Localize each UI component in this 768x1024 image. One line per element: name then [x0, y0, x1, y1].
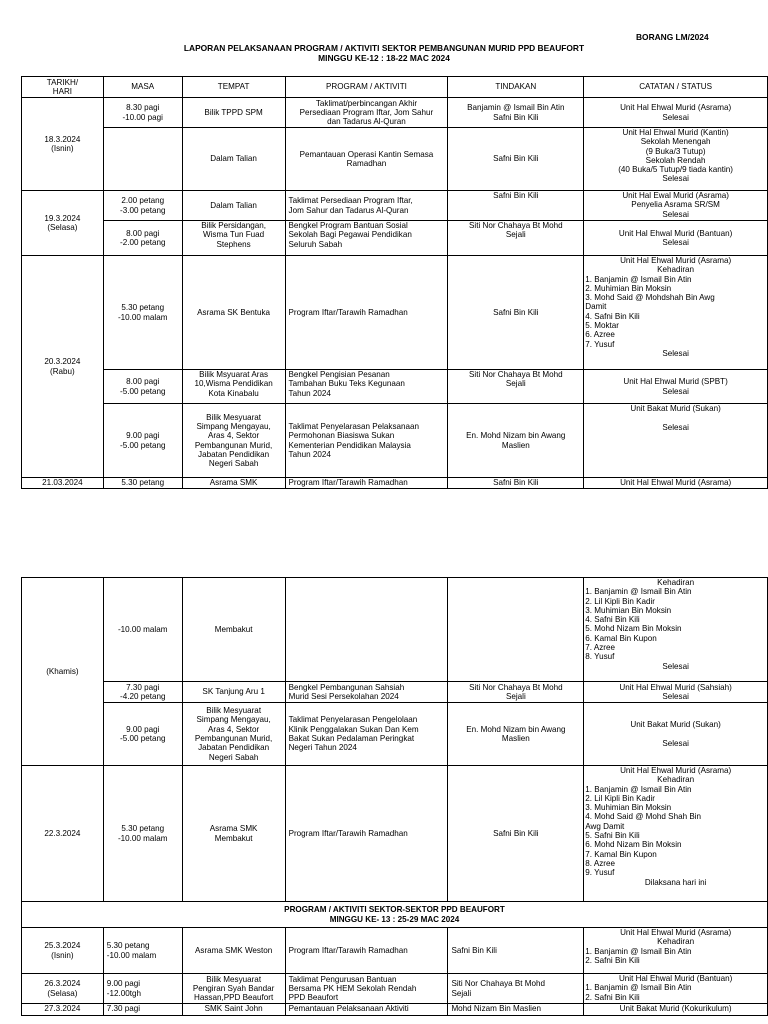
- place-cell: Bilik Mesyuarat Pengiran Syah Bandar Hassan,PPD Beaufort: [182, 974, 285, 1004]
- notes-cell: Unit Hal Ehwal Murid (Sahsiah) Selesai: [584, 682, 768, 703]
- table-row: [22, 974, 768, 1004]
- section-header-row: [22, 902, 768, 928]
- notes-cell: Unit Bakat Murid (Sukan) Selesai: [584, 404, 768, 478]
- notes-cell: Unit Hal Ehwal Murid (Bantuan) Selesai: [584, 221, 768, 256]
- table-row: [22, 682, 768, 703]
- table-row: [22, 370, 768, 404]
- notes-cell: Unit Hal Ehwal Murid (Asrama) Selesai: [584, 98, 768, 128]
- table-row: [22, 478, 768, 489]
- action-cell: Safni Bin Kili: [448, 191, 584, 221]
- table-row: [22, 404, 768, 478]
- report-title: LAPORAN PELAKSANAAN PROGRAM / AKTIVITI SEKTOR PEMBANGUNAN MURID PPD BEAUFORT: [183, 43, 585, 53]
- notes-cell: Unit Bakat Murid (Kokurikulum): [584, 1004, 768, 1016]
- action-cell: Banjamin @ Ismail Bin Atin Safni Bin Kili: [448, 98, 584, 128]
- time-cell: -10.00 malam: [103, 578, 182, 682]
- action-cell: En. Mohd Nizam bin Awang Maslien: [448, 404, 584, 478]
- program-cell: Pemantauan Pelaksanaan Aktiviti: [285, 1004, 448, 1016]
- notes-cell: Unit Hal Ehwal Murid (Asrama) Kehadiran 1. Banjamin @ Ismail Bin Atin 2. Muhimian Bin Moksin 3. Mohd Said @ Mohdshah Bin Awg Damit 4. Safni Bin Kili 5. Moktar 6. Azree 7. Yusuf Selesai: [584, 256, 768, 370]
- notes-cell: Unit Hal Ewal Murid (Asrama) Penyelia Asrama SR/SM Selesai: [584, 191, 768, 221]
- date-cell: 22.3.2024: [22, 766, 104, 902]
- col-header-place: TEMPAT: [182, 77, 285, 98]
- place-cell: Asrama SK Bentuka: [182, 256, 285, 370]
- program-cell: Taklimat Penyelarasan Pelaksanaan Permohonan Biasiswa Sukan Kementerian Pendidikan Malaysia Tahun 2024: [285, 404, 448, 478]
- notes-cell: Unit Hal Ehwal Murid (Asrama) Kehadiran 1. Banjamin @ Ismail Bin Atin 2. Safni Bin Kili: [584, 928, 768, 974]
- program-cell: Program Iftar/Tarawih Ramadhan: [285, 256, 448, 370]
- time-cell: 7.30 pagi: [103, 1004, 182, 1016]
- notes-cell: Unit Bakat Murid (Sukan) Selesai: [584, 703, 768, 766]
- action-cell: Siti Nor Chahaya Bt Mohd Sejali: [448, 682, 584, 703]
- program-cell: Pemantauan Operasi Kantin Semasa Ramadhan: [285, 128, 448, 191]
- program-cell: Taklimat/perbincangan Akhir Persediaan Program Iftar, Jom Sahur dan Tadarus Al-Quran: [285, 98, 448, 128]
- program-cell: Taklimat Pengurusan Bantuan Bersama PK HEM Sekolah Rendah PPD Beaufort: [285, 974, 448, 1004]
- time-cell: 7.30 pagi -4.20 petang: [103, 682, 182, 703]
- report-week: MINGGU KE-12 : 18-22 MAC 2024: [318, 53, 450, 63]
- report-table-page-2: [21, 577, 768, 1016]
- time-cell: 9.00 pagi -5.00 petang: [103, 703, 182, 766]
- time-cell: 2.00 petang -3.00 petang: [103, 191, 182, 221]
- time-cell: 5.30 petang: [103, 478, 182, 489]
- place-cell: Bilik Msyuarat Aras 10,Wisma Pendidikan Kota Kinabalu: [182, 370, 285, 404]
- program-cell: Program Iftar/Tarawih Ramadhan: [285, 928, 448, 974]
- place-cell: Asrama SMK Weston: [182, 928, 285, 974]
- action-cell: Safni Bin Kili: [448, 766, 584, 902]
- place-cell: SMK Saint John: [182, 1004, 285, 1016]
- time-cell: 9.00 pagi -12.00tgh: [103, 974, 182, 1004]
- program-cell: Program Iftar/Tarawih Ramadhan: [285, 766, 448, 902]
- place-cell: SK Tanjung Aru 1: [182, 682, 285, 703]
- time-cell: 5.30 petang -10.00 malam: [103, 766, 182, 902]
- date-cell: 19.3.2024 (Selasa): [22, 191, 104, 256]
- action-cell: Safni Bin Kili: [448, 128, 584, 191]
- place-cell: Bilik Mesyuarat Simpang Mengayau, Aras 4, Sektor Pembangunan Murid, Jabatan Pendidikan Negeri Sabah: [182, 703, 285, 766]
- action-cell: Siti Nor Chahaya Bt Mohd Sejali: [448, 221, 584, 256]
- table-row: [22, 221, 768, 256]
- time-cell: 8.00 pagi -5.00 petang: [103, 370, 182, 404]
- program-cell: Taklimat Persediaan Program Iftar, Jom Sahur dan Tadarus Al-Quran: [285, 191, 448, 221]
- table-row: [22, 191, 768, 221]
- date-cell: 25.3.2024 (Isnin): [22, 928, 104, 974]
- program-cell: Program Iftar/Tarawih Ramadhan: [285, 478, 448, 489]
- time-cell: 5.30 petang -10.00 malam: [103, 928, 182, 974]
- time-cell: 8.30 pagi -10.00 pagi: [103, 98, 182, 128]
- date-cell: 27.3.2024: [22, 1004, 104, 1016]
- action-cell: Mohd Nizam Bin Maslien: [448, 1004, 584, 1016]
- table-row: [22, 766, 768, 902]
- table-header-row: [22, 77, 768, 98]
- action-cell: Siti Nor Chahaya Bt Mohd Sejali: [448, 370, 584, 404]
- place-cell: Dalam Talian: [182, 191, 285, 221]
- table-row: [22, 256, 768, 370]
- notes-cell: Unit Hal Ehwal Murid (Bantuan) 1. Banjamin @ Ismail Bin Atin 2. Safni Bin Kili: [584, 974, 768, 1004]
- action-cell: Siti Nor Chahaya Bt Mohd Sejali: [448, 974, 584, 1004]
- date-cell: 20.3.2024 (Rabu): [22, 256, 104, 478]
- col-header-time: MASA: [103, 77, 182, 98]
- place-cell: Membakut: [182, 578, 285, 682]
- action-cell: Safni Bin Kili: [448, 256, 584, 370]
- col-header-action: TINDAKAN: [448, 77, 584, 98]
- col-header-date: TARIKH/ HARI: [22, 77, 104, 98]
- action-cell: [448, 578, 584, 682]
- program-cell: Bengkel Pengisian Pesanan Tambahan Buku Teks Kegunaan Tahun 2024: [285, 370, 448, 404]
- notes-cell: Unit Hal Ehwal Murid (SPBT) Selesai: [584, 370, 768, 404]
- date-cell: (Khamis): [22, 578, 104, 766]
- action-cell: Safni Bin Kili: [448, 478, 584, 489]
- col-header-program: PROGRAM / AKTIVITI: [285, 77, 448, 98]
- place-cell: Bilik Mesyuarat Simpang Mengayau, Aras 4, Sektor Pembangunan Murid, Jabatan Pendidikan Negeri Sabah: [182, 404, 285, 478]
- notes-cell: Unit Hal Ehwal Murid (Kantin) Sekolah Menengah (9 Buka/3 Tutup) Sekolah Rendah (40 Buka/5 Tutup/9 tiada kantin) Selesai: [584, 128, 768, 191]
- table-row: [22, 128, 768, 191]
- program-cell: Bengkel Pembangunan Sahsiah Murid Sesi Persekolahan 2024: [285, 682, 448, 703]
- table-row: [22, 703, 768, 766]
- notes-cell: Unit Hal Ehwal Murid (Asrama): [584, 478, 768, 489]
- notes-cell: Kehadiran 1. Banjamin @ Ismail Bin Atin 2. Lil Kipli Bin Kadir 3. Muhimian Bin Moksin 4. Safni Bin Kili 5. Mohd Nizam Bin Moksin 6. Kamal Bin Kupon 7. Azree 8. Yusuf Selesai: [584, 578, 768, 682]
- col-header-notes: CATATAN / STATUS: [584, 77, 768, 98]
- table-row: [22, 928, 768, 974]
- date-cell: 18.3.2024 (Isnin): [22, 98, 104, 191]
- place-cell: Bilik Persidangan, Wisma Tun Fuad Stephens: [182, 221, 285, 256]
- place-cell: Asrama SMK: [182, 478, 285, 489]
- table-row: [22, 1004, 768, 1016]
- program-cell: Taklimat Penyelarasan Pengelolaan Klinik Penggalakan Sukan Dan Kem Bakat Sukan Pedalaman Peringkat Negeri Tahun 2024: [285, 703, 448, 766]
- table-row: [22, 578, 768, 682]
- time-cell: [103, 128, 182, 191]
- time-cell: 5.30 petang -10.00 malam: [103, 256, 182, 370]
- place-cell: Bilik TPPD SPM: [182, 98, 285, 128]
- table-row: [22, 98, 768, 128]
- form-code: BORANG LM/2024: [636, 32, 709, 42]
- time-cell: 8.00 pagi -2.00 petang: [103, 221, 182, 256]
- program-cell: [285, 578, 448, 682]
- date-cell: 26.3.2024 (Selasa): [22, 974, 104, 1004]
- action-cell: Safni Bin Kili: [448, 928, 584, 974]
- date-cell: 21.03.2024: [22, 478, 104, 489]
- action-cell: En. Mohd Nizam bin Awang Maslien: [448, 703, 584, 766]
- program-cell: Bengkel Program Bantuan Sosial Sekolah Bagi Pegawai Pendidikan Seluruh Sabah: [285, 221, 448, 256]
- time-cell: 9.00 pagi -5.00 petang: [103, 404, 182, 478]
- section-header: PROGRAM / AKTIVITI SEKTOR-SEKTOR PPD BEAUFORT MINGGU KE- 13 : 25-29 MAC 2024: [22, 902, 768, 928]
- place-cell: Asrama SMK Membakut: [182, 766, 285, 902]
- report-table-page-1: [21, 76, 768, 489]
- place-cell: Dalam Talian: [182, 128, 285, 191]
- notes-cell: Unit Hal Ehwal Murid (Asrama) Kehadiran 1. Banjamin @ Ismail Bin Atin 2. Lil Kipli Bin Kadir 3. Muhimian Bin Moksin 4. Mohd Said @ Mohd Shah Bin Awg Damit 5. Safni Bin Kili 6. Mohd Nizam Bin Moksin 7. Kamal Bin Kupon 8. Azree 9. Yusuf Dilaksana hari ini: [584, 766, 768, 902]
